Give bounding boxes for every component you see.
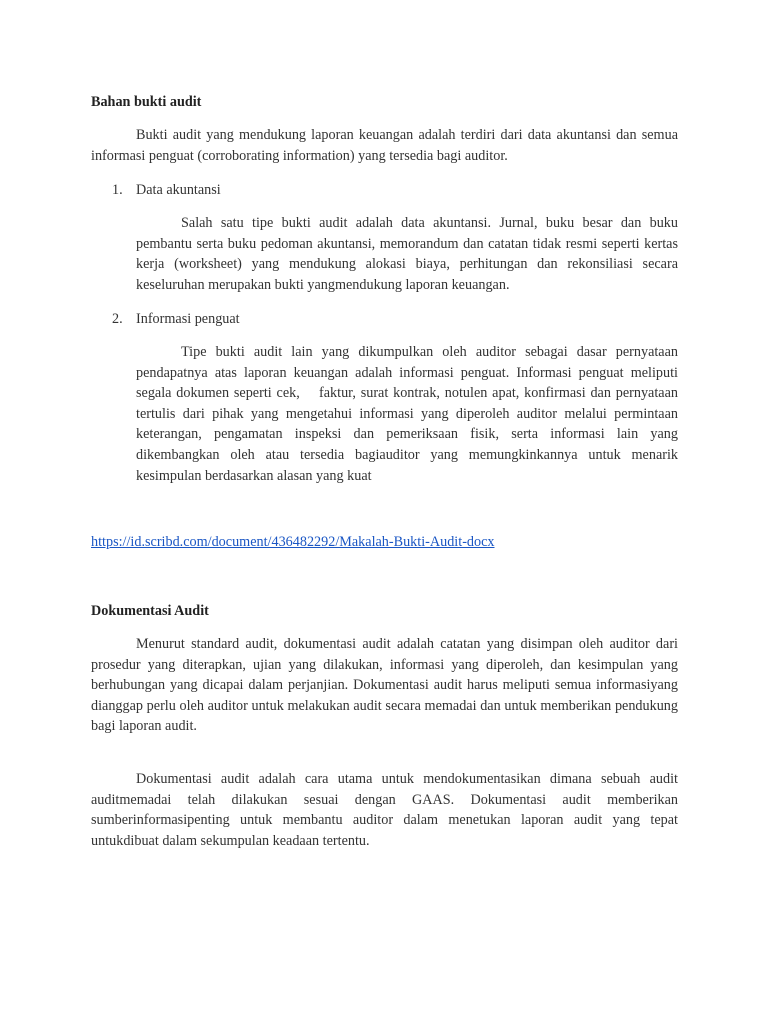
section-heading-bahan-bukti-audit: Bahan bukti audit: [91, 94, 202, 110]
intro-paragraph: Bukti audit yang mendukung laporan keuangan adalah terdiri dari data akuntansi dan semua informasi penguat (corroborating information) yang tersedia bagi auditor.: [91, 127, 678, 164]
list-item-number-2: 2.: [112, 311, 123, 327]
list-item-title-informasi-penguat: Informasi penguat: [136, 311, 240, 327]
dokumentasi-paragraph-1: Menurut standard audit, dokumentasi audit adalah catatan yang disimpan oleh auditor dari prosedur yang diterapkan, ujian yang dilakukan, informasi yang diperoleh, dan kesimpulan yang berhubungan yang dicapai dalam perjanjian. Dokumentasi audit harus meliputi semua informasiyang dianggap perlu oleh auditor untuk melakukan audit secara memadai dan untuk memberikan pendukung bagi laporan audit.: [91, 636, 678, 735]
list-item-number-1: 1.: [112, 182, 123, 198]
list-item-title-data-akuntansi: Data akuntansi: [136, 182, 221, 198]
list-item-body-data-akuntansi: Salah satu tipe bukti audit adalah data akuntansi. Jurnal, buku besar dan buku pembantu serta buku pedoman akuntansi, memorandum dan catatan tidak resmi seperti kertas kerja (worksheet) yang mendukung alokasi biaya, perhitungan dan rekonsiliasi secara keseluruhan merupakan bukti yangmendukung laporan keuangan.: [136, 215, 678, 293]
list-item-body-informasi-penguat: Tipe bukti audit lain yang dikumpulkan oleh auditor sebagai dasar pernyataan pendapatnya atas laporan keuangan adalah informasi penguat. Informasi penguat meliputi segala dokumen seperti cek, faktur, surat kontrak, notulen apat, konfirmasi dan pernyataan tertulis dari pihak yang mengetahui informasi yang diperoleh auditor melalui permintaan keterangan, pengamatan inspeksi dan pemeriksaan fisik, serta informasi lain yang dikembangkan oleh atau tersedia bagiauditor yang memungkinkannya untuk menarik kesimpulan berdasarkan alasan yang kuat: [136, 344, 682, 484]
section-heading-dokumentasi-audit: Dokumentasi Audit: [91, 603, 209, 619]
source-link[interactable]: https://id.scribd.com/document/436482292/Makalah-Bukti-Audit-docx: [91, 534, 495, 550]
dokumentasi-paragraph-2: Dokumentasi audit adalah cara utama untuk mendokumentasikan dimana sebuah audit auditmemadai telah dilakukan sesuai dengan GAAS. Dokumentasi audit memberikan sumberinformasipenting untuk membantu auditor dalam menetukan laporan audit yang tepat untukdibuat dalam sekumpulan keadaan tertentu.: [91, 771, 678, 849]
